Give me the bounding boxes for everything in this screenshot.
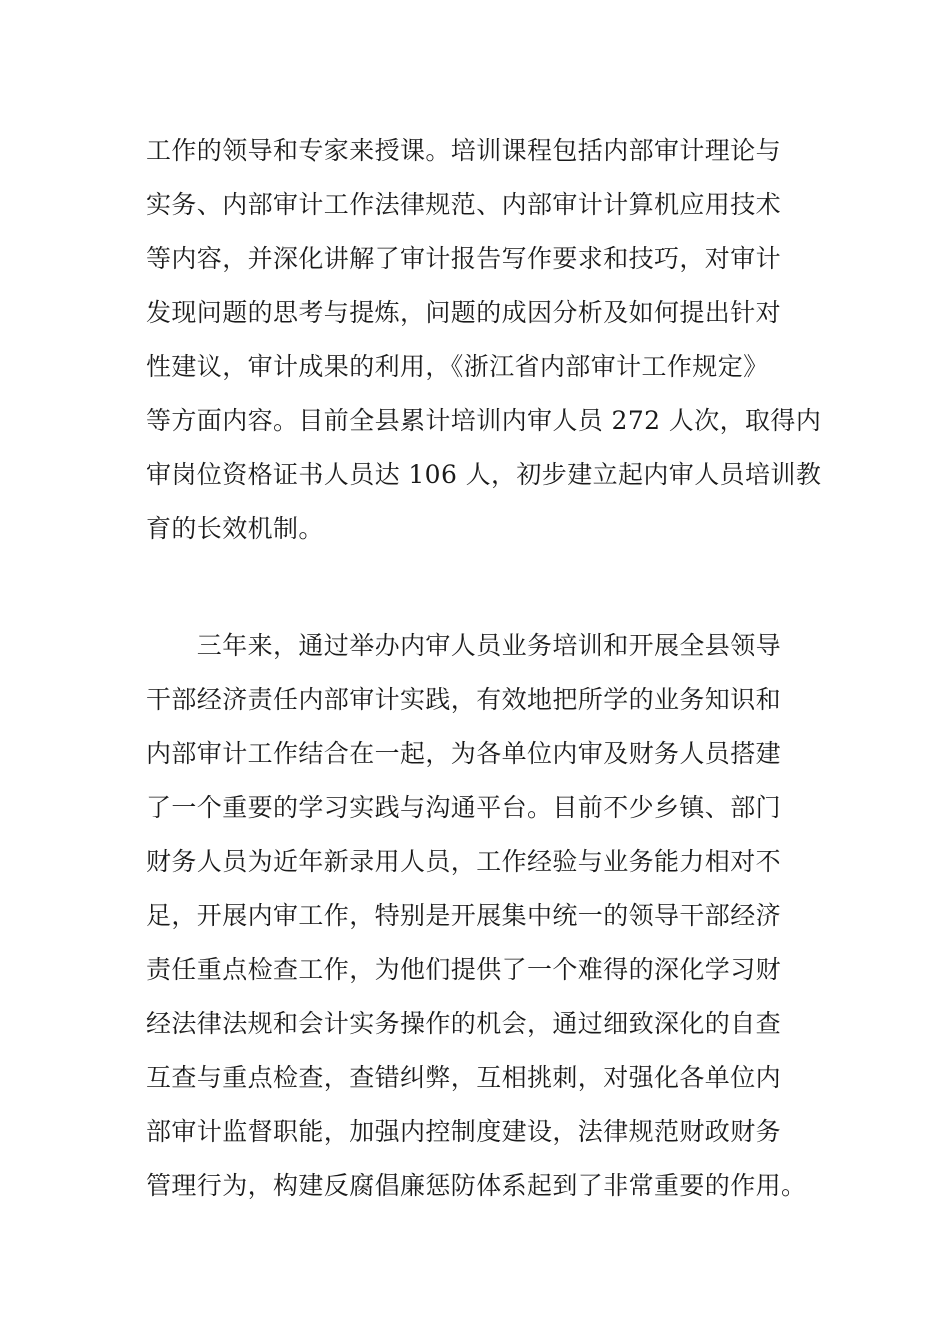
text-line: 部审计监督职能，加强内控制度建设，法律规范财政财务 — [146, 1117, 782, 1146]
text-line: 工作的领导和专家来授课。培训课程包括内部审计理论与 — [146, 136, 782, 165]
text-line: 责任重点检查工作，为他们提供了一个难得的深化学习财 — [146, 955, 782, 984]
text-line: 经法律法规和会计实务操作的机会，通过细致深化的自查 — [146, 1009, 782, 1038]
paragraph-training-courses — [146, 124, 822, 556]
text-line: 了一个重要的学习实践与沟通平台。目前不少乡镇、部门 — [146, 793, 782, 822]
text-line: 实务、内部审计工作法律规范、内部审计计算机应用技术 — [146, 190, 782, 219]
text-line: 发现问题的思考与提炼，问题的成因分析及如何提出针对 — [146, 298, 782, 327]
text-line: 足，开展内审工作，特别是开展集中统一的领导干部经济 — [146, 901, 782, 930]
text-line: 干部经济责任内部审计实践，有效地把所学的业务知识和 — [146, 685, 782, 714]
text-line: 性建议，审计成果的利用，《浙江省内部审计工作规定》 — [146, 352, 769, 381]
text-line: 管理行为，构建反腐倡廉惩防体系起到了非常重要的作用。 — [146, 1171, 807, 1200]
paragraph-three-years-practice — [146, 619, 812, 1213]
text-line: 互查与重点检查，查错纠弊，互相挑刺，对强化各单位内 — [146, 1063, 782, 1092]
text-line: 三年来，通过举办内审人员业务培训和开展全县领导 — [146, 631, 782, 660]
text-line: 育的长效机制。 — [146, 514, 324, 543]
text-line: 审岗位资格证书人员达 106 人，初步建立起内审人员培训教 — [146, 460, 822, 489]
text-line: 财务人员为近年新录用人员，工作经验与业务能力相对不 — [146, 847, 782, 876]
text-line: 等内容，并深化讲解了审计报告写作要求和技巧，对审计 — [146, 244, 782, 273]
text-line: 内部审计工作结合在一起，为各单位内审及财务人员搭建 — [146, 739, 782, 768]
text-line: 等方面内容。目前全县累计培训内审人员 272 人次，取得内 — [146, 406, 822, 435]
